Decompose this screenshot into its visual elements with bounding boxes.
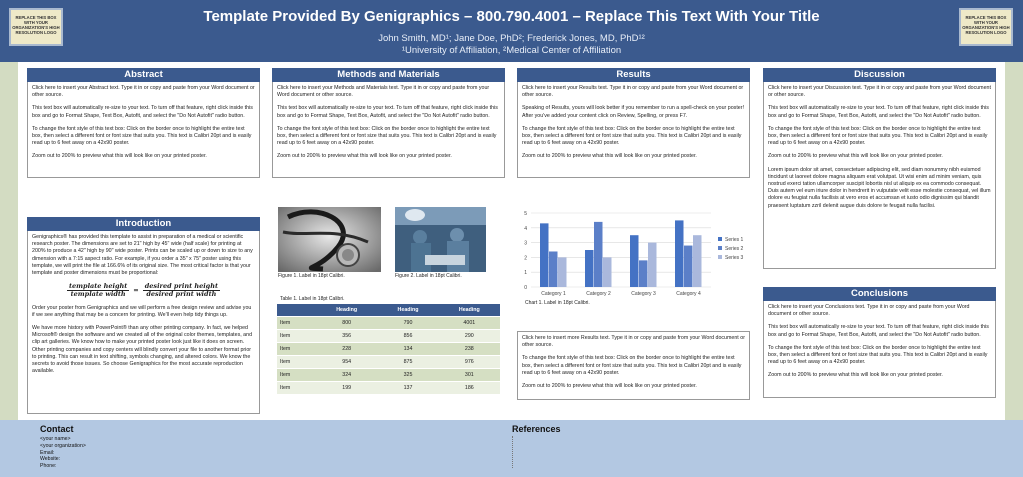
abstract-heading: Abstract [27,68,260,82]
references-heading: References [512,424,561,434]
table-cell: 976 [439,355,500,368]
poster-title[interactable]: Template Provided By Genigraphics – 800.790.4001 – Replace This Text With Your Title [203,8,820,25]
table-header-cell: Heading [316,304,377,316]
table-cell: Item [277,368,316,381]
eq-right-denominator: desired print width [146,290,217,299]
table-cell: 134 [377,342,438,355]
bar-series-2 [684,246,693,287]
conclusions-p1: Click here to insert your Conclusions text. Type it in or copy and paste from your Word document or other source. [768,304,970,318]
legend-label: Series 1 [725,237,744,243]
table-row [277,368,500,381]
x-tick-label: Category 3 [631,291,656,297]
results-more-p3: Zoom out to 200% to preview what this will look like on your printed poster. [522,383,697,390]
table-cell: Item [277,329,316,342]
table-cell: 356 [316,329,377,342]
y-tick-label: 4 [524,225,527,232]
x-tick-label: Category 4 [676,291,701,297]
bar-series-1 [630,235,639,287]
bar-series-2 [639,260,648,287]
abstract-p1: Click here to insert your Abstract text. Type it in or copy and paste from your Word document or other source. [32,85,255,99]
conclusions-body[interactable] [763,301,996,398]
table-cell: Item [277,381,316,394]
table-cell: 186 [439,381,500,394]
logo-placeholder-text: REPLACE THIS BOX WITH YOUR ORGANIZATION'S HIGH RESOLUTION LOGO [12,15,60,35]
methods-heading: Methods and Materials [272,68,505,82]
references-placeholder[interactable] [512,436,513,468]
results-heading: Results [517,68,750,82]
table-header-cell [277,304,316,316]
discussion-p1: Click here to insert your Discussion text. Type it in or copy and paste from your Word document or other source. [768,85,991,99]
results-section[interactable] [517,68,750,178]
table-cell: 954 [316,355,377,368]
table-cell: 325 [377,368,438,381]
table-cell: 4001 [439,316,500,329]
y-tick-label: 2 [524,255,527,262]
table-cell: 324 [316,368,377,381]
table-header-cell: Heading [439,304,500,316]
contact-organization: <your organization> [40,442,86,449]
table-cell: 238 [439,342,500,355]
table-row [277,329,500,342]
results-more-section[interactable] [517,331,750,400]
figure-1-image[interactable] [278,207,381,272]
discussion-body[interactable] [763,82,996,269]
table-cell: 228 [316,342,377,355]
bar-series-3 [558,257,567,287]
legend-swatch [718,246,722,250]
introduction-section[interactable] [27,217,260,414]
introduction-p2: Order your poster from Genigraphics and we will perform a free design review and advise you if we see anything that may be a concern for printing. We'll even help tidy things up. [32,304,252,318]
logo-placeholder-left[interactable] [9,8,63,46]
legend-swatch [718,237,722,241]
introduction-p3: We have more history with PowerPoint® than any other printing company. In fact, we helped Microsoft® design the software and we created all of the original color themes, templates, and clip art galleries. We know how to make your printed poster look just like it does on screen. Other printing companies and copy centers will blindly convert your file to another format prior to printing. This can result in text shifting, symbols changing, and altered colors. We know the secrets to avoid those issues. So choose Genigraphics for the most accurate reproduction available. [32,325,253,375]
surgery-photo [395,207,486,272]
discussion-p5: Lorem ipsum dolor sit amet, consectetuer adipiscing elit, sed diam nonummy nibh euismod tincidunt ut laoreet dolore magna aliquam erat volutpat. Ut wisi enim ad minim veniam, quis nostrud exerci tation ullamcorper suscipit lobortis nisl ut aliquip ex ea commodo consequat. Duis autem vel eum iriure dolor in hendrerit in vulputate velit esse molestie consequat, vel illum dolore eu feugiat nulla facilisis at vero eros et accumsan et iusto odio dignissim qui blandit praesent luptatum zzril delenit augue duis dolore te feugait nulla facilisi. [768,166,991,209]
conclusions-p4: Zoom out to 200% to preview what this will look like on your printed poster. [768,372,943,379]
table-cell: 301 [439,368,500,381]
conclusions-section[interactable] [763,287,996,398]
bar-series-3 [648,243,657,287]
contact-phone: Phone: [40,463,57,470]
table-cell: Item [277,342,316,355]
discussion-section[interactable] [763,68,996,269]
table-cell: 199 [316,381,377,394]
contact-details[interactable] [40,436,86,470]
table-row [277,355,500,368]
table-cell: Item [277,355,316,368]
contact-website: Website: [40,456,61,463]
discussion-p2: This text box will automatically re-size to your text. To turn off that feature, right click inside this box and go to Format Shape, Text Box, Autofit, and select the "Do Not Autofit" radio button. [768,105,989,119]
table-cell: Item [277,316,316,329]
bar-series-2 [594,222,603,287]
table-cell: 800 [316,316,377,329]
bar-series-2 [549,251,558,287]
legend-label: Series 3 [725,255,744,261]
abstract-p2: This text box will automatically re-size to your text. To turn off that feature, right click inside this box and go to Format Shape, Text Box, Autofit, and select the "Do Not Autofit" radio button. [32,105,253,119]
eq-equals: = [133,286,139,295]
table-row [277,316,500,329]
bar-series-3 [603,257,612,287]
eq-right-numerator: desired print height [144,282,218,291]
contact-heading: Contact [40,424,74,434]
contact-email: Email: [40,449,55,456]
abstract-p4: Zoom out to 200% to preview what this will look like on your printed poster. [32,153,207,160]
legend-swatch [718,255,722,259]
results-more-p1: Click here to insert more Results text. Type it in or copy and paste from your Word document or other source. [522,335,745,349]
methods-section[interactable] [272,68,505,178]
table-cell: 790 [377,316,438,329]
abstract-body[interactable] [27,82,260,178]
y-tick-label: 0 [524,285,527,291]
logo-placeholder-text: REPLACE THIS BOX WITH YOUR ORGANIZATION'S HIGH RESOLUTION LOGO [962,15,1010,35]
introduction-p1: Genigraphics® has provided this template to assist in preparation of a medical or scientific research poster. The dimensions are set to 21" high by 45" wide (half scale) for printing at 200% to produce a 42" high by 90" wide poster. Prints can be scaled up or down to size to any dimension with a 7:15 aspect ratio. For example, if you order a 35" x 75" poster using this template, we will print the file at 166.6% of its original size. The most critical factor is that your template and poster dimensions must be proportional: [32,234,253,277]
bar-series-1 [540,223,549,287]
methods-p4: Zoom out to 200% to preview what this will look like on your printed poster. [277,153,452,160]
bar-series-3 [693,235,702,287]
methods-p2: This text box will automatically re-size to your text. To turn off that feature, right click inside this box and go to Format Shape, Text Box, Autofit, and select the "Do Not Autofit" radio button. [277,105,498,119]
conclusions-heading: Conclusions [763,287,996,301]
abstract-p3: To change the font style of this text box: Click on the border once to highlight the entire text box, then select a different font or font size that suits you. This text is Calibri 20pt and is easily read up to 6 feet away on a 42x90 poster. [32,125,252,147]
logo-placeholder-right[interactable] [959,8,1013,46]
table-header-row [277,304,500,316]
results-p4: Zoom out to 200% to preview what this will look like on your printed poster. [522,153,697,160]
conclusions-p3: To change the font style of this text box: Click on the border once to highlight the entire text box, then select a different font or font size that suits you. This text is Calibri 20pt and is easily read up to 6 feet away on a 42x90 poster. [768,344,988,366]
methods-p1: Click here to insert your Methods and Materials text. Type it in or copy and paste from your Word document or other source. [277,85,490,99]
results-p1: Click here to insert your Results text. Type it in or copy and paste from your Word document or other source. [522,85,744,99]
results-p3: To change the font style of this text box: Click on the border once to highlight the entire text box, then select a different font or font size that suits you. This text is Calibri 20pt and is easily read up to 6 feet away on a 42x90 poster. [522,125,742,147]
table-1-caption: Table 1. Label in 18pt Calibri. [280,296,345,302]
legend-label: Series 2 [725,246,744,252]
discussion-p3: To change the font style of this text box: Click on the border once to highlight the entire text box, then select a different font or font size that suits you. This text is Calibri 20pt and is easily read up to 6 feet away on a 42x90 poster. [768,125,988,147]
bar-chart[interactable] [515,205,750,300]
poster-header [0,0,1023,62]
figure-2-image[interactable] [395,207,486,272]
results-more-p2: To change the font style of this text box: Click on the border once to highlight the entire text box, then select a different font or font size that suits you. This text is Calibri 20pt and is easily read up to 6 feet away on a 42x90 poster. [522,355,742,376]
table-cell: 875 [377,355,438,368]
chart-1-caption: Chart 1. Label in 18pt Calibri. [525,300,590,306]
bar-series-1 [585,250,594,287]
table-cell: 290 [439,329,500,342]
poster-affiliations[interactable]: ¹University of Affiliation, ²Medical Center of Affiliation [401,45,622,56]
discussion-p4: Zoom out to 200% to preview what this will look like on your printed poster. [768,153,943,160]
results-more-body[interactable] [517,331,750,400]
contact-name: <your name> [40,436,71,442]
table-cell: 856 [377,329,438,342]
eq-left-numerator: template height [69,282,128,291]
eq-left-denominator: template width [70,290,126,299]
poster-footer [0,420,1023,477]
data-table[interactable] [277,304,500,394]
stethoscope-photo [278,207,381,272]
results-body[interactable] [517,82,750,178]
introduction-body[interactable] [27,231,260,414]
y-tick-label: 5 [524,211,527,217]
abstract-section[interactable] [27,68,260,178]
x-tick-label: Category 2 [586,291,611,297]
introduction-heading: Introduction [27,217,260,231]
table-row [277,342,500,355]
figure-1-caption: Figure 1. Label in 18pt Calibri. [278,273,345,279]
figure-2-caption: Figure 2. Label in 18pt Calibri. [395,273,462,279]
table-row [277,381,500,394]
bar-series-1 [675,220,684,287]
conclusions-p2: This text box will automatically re-size to your text. To turn off that feature, right click inside this box and go to Format Shape, Text Box, Autofit, and select the "Do Not Autofit" radio button. [768,324,989,338]
y-tick-label: 3 [524,240,527,247]
y-tick-label: 1 [524,270,527,277]
discussion-heading: Discussion [763,68,996,82]
x-tick-label: Category 1 [541,291,566,297]
poster-authors[interactable]: John Smith, MD¹; Jane Doe, PhD²; Frederick Jones, MD, PhD¹² [378,33,645,44]
table-header-cell: Heading [377,304,438,316]
methods-body[interactable] [272,82,505,178]
table-cell: 137 [377,381,438,394]
methods-p3: To change the font style of this text box: Click on the border once to highlight the entire text box, then select a different font or font size that suits you. This text is Calibri 20pt and is easily read up to 6 feet away on a 42x90 poster. [277,125,497,147]
aspect-ratio-equation [32,283,255,298]
results-p2: Speaking of Results, yours will look better if you remember to run a spell-check on your poster! After you've added your content click on Review, Spelling, or press F7. [522,105,744,119]
